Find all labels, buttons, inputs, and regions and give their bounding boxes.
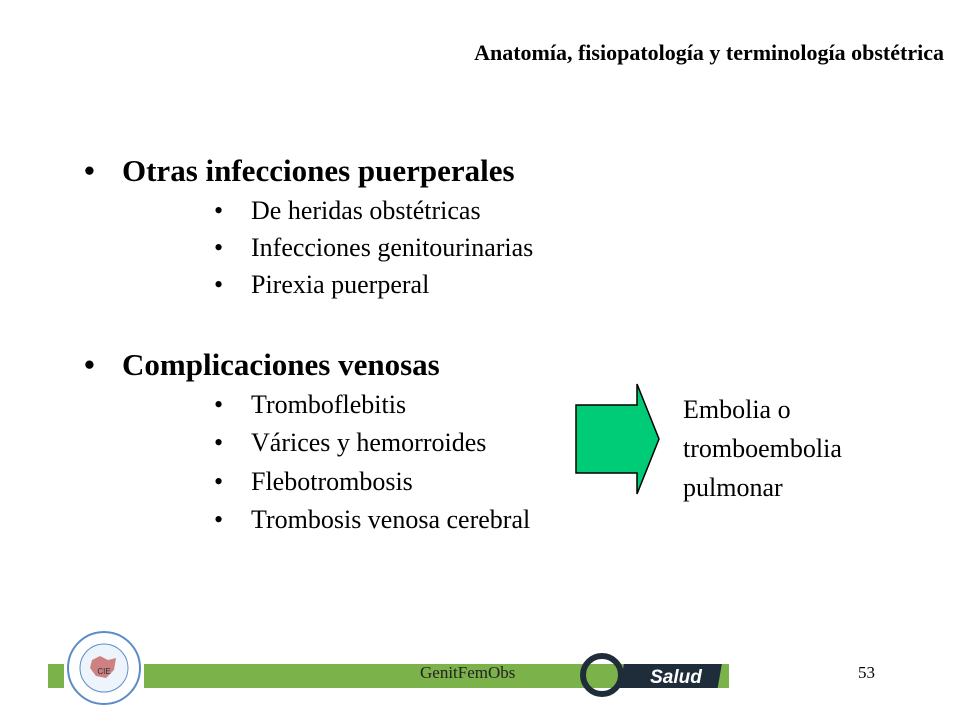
bullet-marker: •: [214, 428, 224, 457]
heading-text: Otras infecciones puerperales: [122, 153, 515, 188]
footer-bar-left: [48, 664, 64, 688]
right-arrow-icon: [575, 383, 660, 495]
bullet-marker: •: [84, 347, 95, 382]
bullet-marker: •: [84, 153, 95, 188]
callout-line: pulmonar: [683, 473, 783, 502]
page-number: 53: [858, 663, 875, 682]
bullet-marker: •: [214, 270, 224, 299]
footer-label: GenitFemObs: [420, 663, 516, 682]
list-item-text: Pirexia puerperal: [251, 270, 430, 299]
list-item-text: Tromboflebitis: [251, 390, 407, 419]
seal-logo-icon: [66, 630, 142, 706]
salud-logo-icon: [576, 652, 726, 698]
bullet-marker: •: [214, 233, 224, 262]
list-item-text: Infecciones genitourinarias: [251, 233, 534, 262]
heading-text: Complicaciones venosas: [122, 347, 440, 382]
list-item-text: Trombosis venosa cerebral: [251, 505, 531, 534]
logo-text: Salud: [650, 667, 702, 688]
bullet-marker: •: [214, 467, 224, 496]
callout-line: Embolia o: [683, 395, 791, 424]
slide-title: Anatomía, fisiopatología y terminología obstétrica: [474, 40, 944, 65]
seal-text: CIE: [97, 667, 111, 676]
callout-line: tromboembolia: [683, 434, 842, 463]
bullet-marker: •: [214, 390, 224, 419]
callout-text: [683, 390, 842, 507]
bullet-marker: •: [214, 196, 224, 225]
bullet-marker: •: [214, 505, 224, 534]
list-item-text: De heridas obstétricas: [251, 196, 481, 225]
list-item-text: Várices y hemorroides: [251, 428, 487, 457]
list-item-text: Flebotrombosis: [251, 467, 413, 496]
